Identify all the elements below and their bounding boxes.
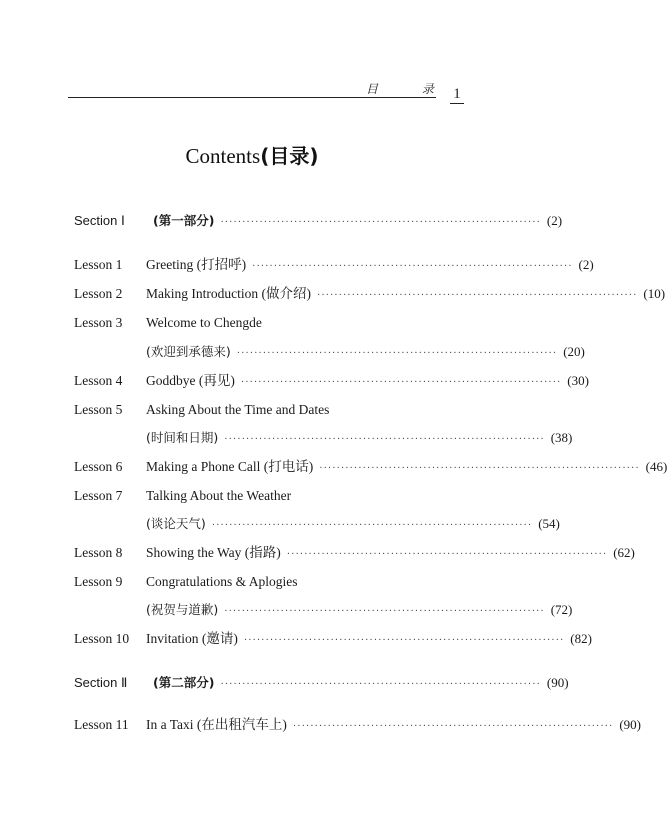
entry-number: Lesson 11: [74, 717, 129, 732]
toc-entry-section-2[interactable]: [74, 673, 569, 693]
toc-entry-lesson-7-continued[interactable]: [146, 514, 560, 534]
toc-entry-lesson-8[interactable]: [74, 543, 635, 563]
entry-page: (30): [567, 373, 589, 388]
toc-entry-lesson-3-continued[interactable]: [146, 342, 585, 362]
entry-title: (时间和日期): [146, 430, 219, 445]
dot-leader: ··········································································: [240, 377, 562, 388]
dot-leader: ··········································································: [236, 348, 558, 359]
entry-page: (10): [643, 286, 666, 301]
running-header-label: 目 录: [366, 82, 454, 96]
toc-entry-lesson-2[interactable]: [74, 284, 666, 304]
entry-number: Lesson 8: [74, 545, 123, 560]
toc-entry-lesson-9-continued[interactable]: [146, 600, 573, 620]
entry-page: (72): [550, 602, 573, 617]
toc-entry-lesson-5[interactable]: [74, 400, 466, 420]
entry-page: (54): [538, 516, 560, 531]
entry-title: Invitation (邀请): [146, 631, 238, 646]
toc-entry-lesson-11[interactable]: [74, 715, 642, 735]
dot-leader: ··········································································: [316, 290, 638, 301]
entry-number: Lesson 3: [74, 315, 123, 330]
title-english: Contents: [185, 144, 261, 168]
toc-entry-lesson-7[interactable]: [74, 486, 466, 506]
entry-page: (2): [578, 257, 594, 272]
toc-entry-lesson-3[interactable]: [74, 313, 466, 333]
entry-page: (90): [619, 717, 642, 732]
entry-title: Goddbye (再见): [146, 373, 235, 388]
entry-number: Lesson 4: [74, 373, 123, 388]
dot-leader: ··········································································: [224, 434, 545, 445]
dot-leader: ··········································································: [319, 463, 640, 474]
entry-number: Lesson 5: [74, 402, 123, 417]
toc-entry-lesson-1[interactable]: [74, 255, 594, 275]
entry-title: Welcome to Chengde: [146, 315, 262, 330]
entry-number: Lesson 6: [74, 459, 123, 474]
entry-title: (谈论天气): [146, 516, 206, 531]
toc-entry-lesson-6[interactable]: [74, 457, 667, 477]
entry-number: Lesson 10: [74, 631, 130, 646]
entry-title: Showing the Way (指路): [146, 545, 281, 560]
toc-entry-lesson-9[interactable]: [74, 572, 466, 592]
entry-page: (38): [550, 430, 573, 445]
entry-title: (欢迎到承德来): [146, 344, 231, 359]
entry-title: Greeting (打招呼): [146, 257, 247, 272]
dot-leader: ··········································································: [252, 261, 573, 272]
dot-leader: ··········································································: [220, 679, 541, 690]
entry-number: Lesson 9: [74, 574, 123, 589]
toc-entry-lesson-4[interactable]: [74, 371, 589, 391]
dot-leader: ··········································································: [220, 217, 541, 228]
entry-number: Lesson 2: [74, 286, 123, 301]
entry-number: Lesson 1: [74, 257, 123, 272]
entry-title: Congratulations & Aplogies: [146, 574, 298, 589]
entry-title: (祝贺与道歉): [146, 602, 219, 617]
entry-number: Section Ⅰ: [74, 213, 125, 228]
dot-leader: ··········································································: [211, 520, 533, 531]
toc-entry-lesson-10[interactable]: [74, 629, 592, 649]
dot-leader: ··········································································: [224, 606, 545, 617]
entry-page: (2): [546, 213, 563, 228]
toc-entry-lesson-5-continued[interactable]: [146, 428, 573, 448]
entry-page: (20): [563, 344, 585, 359]
title-chinese: (目录): [260, 144, 319, 168]
dot-leader: ··········································································: [243, 635, 565, 646]
entry-page: (46): [645, 459, 667, 474]
toc-entry-section-1[interactable]: [74, 211, 563, 231]
entry-title: Making Introduction (做介绍): [146, 286, 311, 301]
dot-leader: ··········································································: [292, 721, 614, 732]
entry-page: (90): [546, 675, 569, 690]
entry-title: (第二部分): [153, 675, 215, 690]
header-rule: [68, 97, 436, 98]
page-number: 1: [450, 85, 464, 104]
entry-title: In a Taxi (在出租汽车上): [146, 717, 287, 732]
entry-title: Talking About the Weather: [146, 488, 292, 503]
entry-page: (62): [613, 545, 635, 560]
entry-title: (第一部分): [153, 213, 215, 228]
dot-leader: ··········································································: [286, 549, 608, 560]
page-title: [0, 140, 504, 169]
entry-number: Section Ⅱ: [74, 675, 128, 690]
entry-page: (82): [570, 631, 592, 646]
entry-title: Making a Phone Call (打电话): [146, 459, 314, 474]
entry-title: Asking About the Time and Dates: [146, 402, 330, 417]
entry-number: Lesson 7: [74, 488, 123, 503]
